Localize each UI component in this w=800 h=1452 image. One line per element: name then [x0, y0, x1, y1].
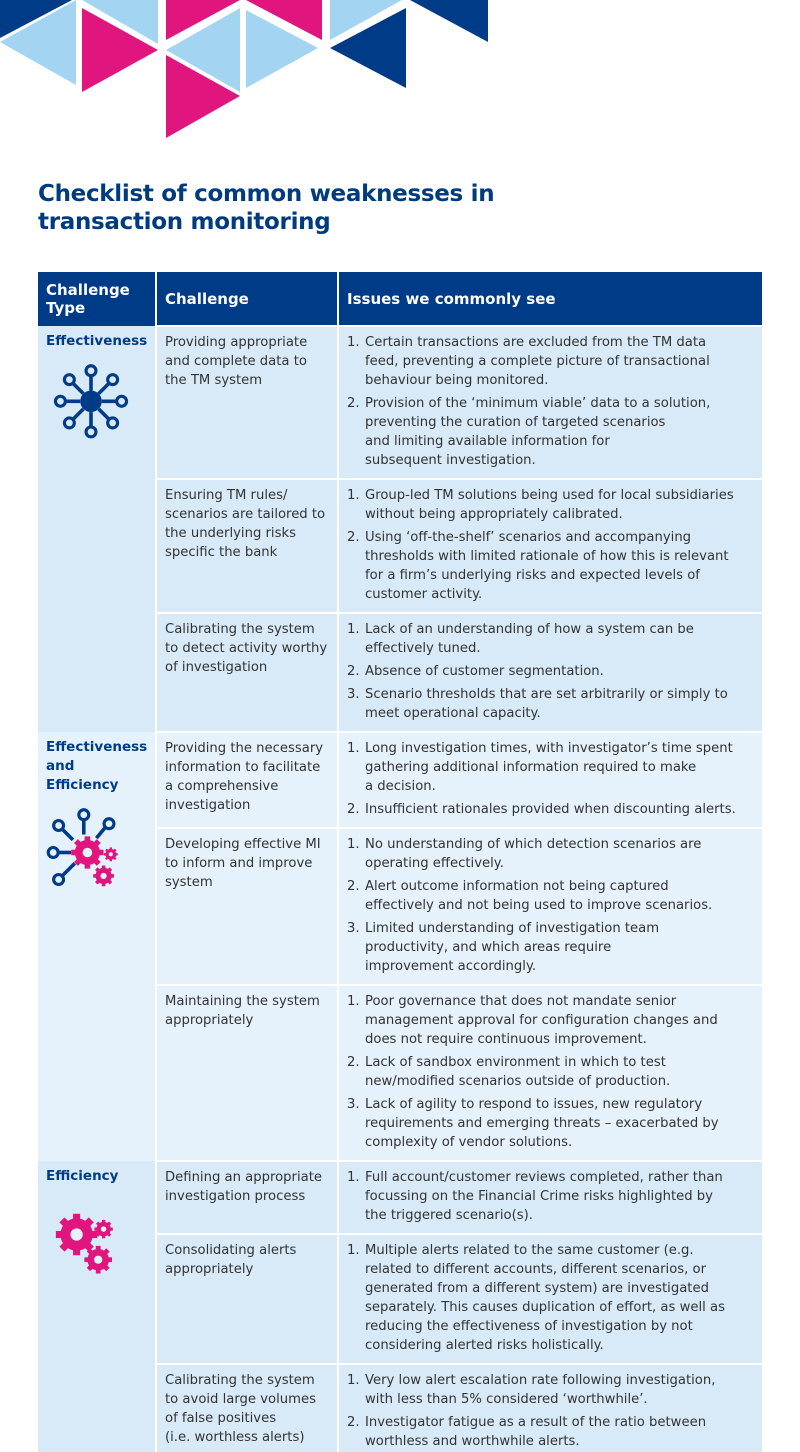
page-title: [38, 180, 518, 236]
challenge-line: investigation: [165, 798, 251, 813]
issue-text: [365, 1413, 754, 1451]
issue-line: Lack of sandbox environment in which to test: [365, 1055, 666, 1070]
issue-text: [365, 486, 754, 524]
issue-line: Poor governance that does not mandate senior: [365, 994, 677, 1009]
issue-line: improvement accordingly.: [365, 959, 537, 974]
challenge-type-cell: [38, 326, 156, 732]
issue-line: Multiple alerts related to the same customer (e.g.: [365, 1243, 694, 1258]
challenge-line: scenarios are tailored to: [165, 507, 326, 522]
list-item: [347, 662, 754, 681]
issue-line: behaviour being monitored.: [365, 373, 549, 388]
issue-line: Limited understanding of investigation team: [365, 921, 660, 936]
issues-list: [347, 620, 754, 723]
table-header-row: [38, 272, 762, 326]
issues-list: [347, 739, 754, 819]
challenge-line: of false positives: [165, 1411, 277, 1426]
issue-line: No understanding of which detection scenarios are: [365, 837, 702, 852]
challenge-line: system: [165, 875, 213, 890]
issue-number: 1.: [347, 622, 360, 637]
issue-text: [365, 877, 754, 915]
issues-list: [347, 1371, 754, 1451]
issue-text: [365, 1241, 754, 1355]
challenge-type-cell: [38, 1161, 156, 1452]
list-item: [347, 528, 754, 604]
issue-text: [365, 662, 754, 681]
challenge-line: and complete data to: [165, 354, 307, 369]
decorative-triangles: [0, 0, 800, 145]
issue-number: 1.: [347, 335, 360, 350]
challenge-line: appropriately: [165, 1013, 254, 1028]
issue-line: customer activity.: [365, 587, 483, 602]
challenge-line: to inform and improve: [165, 856, 313, 871]
challenge-line: (i.e. worthless alerts): [165, 1430, 305, 1445]
issues-list: [347, 992, 754, 1152]
issue-number: 1.: [347, 994, 360, 1009]
issue-line: separately. This causes duplication of effort, as well as: [365, 1300, 725, 1315]
issues-list: [347, 1168, 754, 1225]
issue-line: productivity, and which areas require: [365, 940, 612, 955]
issue-line: focussing on the Financial Crime risks highlighted by: [365, 1189, 713, 1204]
table-row: [38, 326, 762, 479]
challenge-line: Calibrating the system: [165, 1373, 315, 1388]
issue-text: [365, 685, 754, 723]
issue-number: 1.: [347, 1170, 360, 1185]
issue-number: 2.: [347, 879, 360, 894]
issue-line: preventing the curation of targeted scenarios: [365, 415, 666, 430]
challenge-line: Developing effective MI: [165, 837, 321, 852]
list-item: [347, 394, 754, 470]
issues-list: [347, 1241, 754, 1355]
type-line: Efficiency: [46, 1168, 119, 1184]
issue-text: [365, 919, 754, 976]
issue-line: related to different accounts, different scenarios, or: [365, 1262, 707, 1277]
list-item: [347, 835, 754, 873]
network-node-icon: [46, 359, 147, 455]
issue-number: 2.: [347, 664, 360, 679]
issues-cell: [338, 479, 762, 613]
challenge-type-cell: [38, 732, 156, 1161]
issues-list: [347, 333, 754, 470]
title-line: Checklist of common weaknesses in: [38, 181, 495, 207]
issue-number: 2.: [347, 1055, 360, 1070]
issues-list: [347, 486, 754, 604]
challenge-cell: [156, 1234, 338, 1364]
challenge-cell: [156, 613, 338, 732]
challenge-line: Consolidating alerts: [165, 1243, 297, 1258]
header-challenge: Challenge: [156, 272, 338, 326]
issue-line: generated from a different system) are investigated: [365, 1281, 709, 1296]
network-gears-icon: [46, 803, 147, 899]
issue-number: 2.: [347, 802, 360, 817]
gears-icon: [46, 1194, 147, 1290]
issue-line: Lack of an understanding of how a system can be: [365, 622, 694, 637]
issue-line: for a firm’s underlying risks and expected levels of: [365, 568, 700, 583]
issue-number: 1.: [347, 741, 360, 756]
issue-line: new/modified scenarios outside of production.: [365, 1074, 671, 1089]
issue-text: [365, 528, 754, 604]
issue-text: [365, 800, 754, 819]
issue-text: [365, 333, 754, 390]
list-item: [347, 877, 754, 915]
challenge-cell: [156, 732, 338, 828]
list-item: [347, 1413, 754, 1451]
list-item: [347, 685, 754, 723]
challenge-cell: [156, 1161, 338, 1234]
issue-text: [365, 394, 754, 470]
challenge-line: Calibrating the system: [165, 622, 315, 637]
issue-line: complexity of vendor solutions.: [365, 1135, 573, 1150]
list-item: [347, 800, 754, 819]
issues-cell: [338, 1161, 762, 1234]
challenge-type-label: [46, 332, 147, 351]
type-line: Effectiveness: [46, 333, 148, 349]
table-row: [38, 1161, 762, 1234]
type-line: and Efficiency: [46, 758, 119, 793]
issue-line: management approval for configuration changes and: [365, 1013, 718, 1028]
issue-line: the triggered scenario(s).: [365, 1208, 533, 1223]
challenge-type-label: [46, 738, 147, 795]
issues-cell: [338, 613, 762, 732]
issue-line: subsequent investigation.: [365, 453, 536, 468]
issue-number: 2.: [347, 1415, 360, 1430]
challenge-cell: [156, 326, 338, 479]
issue-line: Full account/customer reviews completed, rather than: [365, 1170, 723, 1185]
issue-number: 3.: [347, 921, 360, 936]
issue-text: [365, 1371, 754, 1409]
issue-line: and limiting available information for: [365, 434, 610, 449]
challenge-line: Defining an appropriate: [165, 1170, 322, 1185]
list-item: [347, 486, 754, 524]
issue-line: requirements and emerging threats – exacerbated by: [365, 1116, 719, 1131]
issue-line: effectively tuned.: [365, 641, 481, 656]
issue-line: thresholds with limited rationale of how this is relevant: [365, 549, 729, 564]
issue-line: worthless and worthwhile alerts.: [365, 1434, 580, 1449]
issue-line: Absence of customer segmentation.: [365, 664, 604, 679]
header-challenge-type: Challenge Type: [38, 272, 156, 326]
issue-line: Provision of the ‘minimum viable’ data to a solution,: [365, 396, 711, 411]
issue-line: does not require continuous improvement.: [365, 1032, 647, 1047]
issue-line: Certain transactions are excluded from the TM data: [365, 335, 707, 350]
issue-number: 1.: [347, 1243, 360, 1258]
issue-line: Long investigation times, with investigator’s time spent: [365, 741, 733, 756]
issues-cell: [338, 1234, 762, 1364]
issue-text: [365, 1168, 754, 1225]
challenge-cell: [156, 1364, 338, 1452]
issue-line: Insufficient rationales provided when discounting alerts.: [365, 802, 736, 817]
issues-cell: [338, 732, 762, 828]
issue-line: Lack of agility to respond to issues, new regulatory: [365, 1097, 703, 1112]
issue-number: 1.: [347, 488, 360, 503]
challenge-line: a comprehensive: [165, 779, 279, 794]
list-item: [347, 739, 754, 796]
challenge-line: of investigation: [165, 660, 268, 675]
issue-line: Group-led TM solutions being used for local subsidiaries: [365, 488, 734, 503]
issue-line: effectively and not being used to improve scenarios.: [365, 898, 713, 913]
issue-number: 1.: [347, 837, 360, 852]
list-item: [347, 1241, 754, 1355]
issues-cell: [338, 326, 762, 479]
issue-line: feed, preventing a complete picture of transactional: [365, 354, 710, 369]
issue-line: considering alerted risks holistically.: [365, 1338, 604, 1353]
issue-number: 2.: [347, 530, 360, 545]
issue-number: 1.: [347, 1373, 360, 1388]
list-item: [347, 1053, 754, 1091]
header-issues: Issues we commonly see: [338, 272, 762, 326]
issue-line: meet operational capacity.: [365, 706, 541, 721]
challenge-line: Providing the necessary: [165, 741, 324, 756]
list-item: [347, 1095, 754, 1152]
challenge-line: Maintaining the system: [165, 994, 320, 1009]
issue-line: operating effectively.: [365, 856, 504, 871]
challenge-line: appropriately: [165, 1262, 254, 1277]
challenge-cell: [156, 479, 338, 613]
challenge-line: specific the bank: [165, 545, 278, 560]
issue-text: [365, 620, 754, 658]
issue-text: [365, 1095, 754, 1152]
issue-line: Investigator fatigue as a result of the ratio between: [365, 1415, 707, 1430]
issue-line: Scenario thresholds that are set arbitrarily or simply to: [365, 687, 728, 702]
issue-line: Using ‘off-the-shelf’ scenarios and accompanying: [365, 530, 692, 545]
issue-line: reducing the effectiveness of investigation by not: [365, 1319, 693, 1334]
weaknesses-table: [38, 272, 762, 1452]
issues-cell: [338, 1364, 762, 1452]
list-item: [347, 992, 754, 1049]
issue-line: with less than 5% considered ‘worthwhile’.: [365, 1392, 648, 1407]
issue-line: a decision.: [365, 779, 436, 794]
list-item: [347, 919, 754, 976]
issue-line: gathering additional information required to make: [365, 760, 697, 775]
issue-text: [365, 1053, 754, 1091]
list-item: [347, 333, 754, 390]
challenge-line: Ensuring TM rules/: [165, 488, 288, 503]
challenge-line: the TM system: [165, 373, 263, 388]
challenge-cell: [156, 828, 338, 985]
challenge-line: Providing appropriate: [165, 335, 308, 350]
issues-list: [347, 835, 754, 976]
issue-line: without being appropriately calibrated.: [365, 507, 623, 522]
issue-number: 2.: [347, 396, 360, 411]
title-line: transaction monitoring: [38, 209, 331, 235]
challenge-line: to avoid large volumes: [165, 1392, 316, 1407]
issues-cell: [338, 985, 762, 1161]
issue-text: [365, 992, 754, 1049]
issue-number: 3.: [347, 687, 360, 702]
issue-text: [365, 835, 754, 873]
issue-line: Very low alert escalation rate following investigation,: [365, 1373, 716, 1388]
issues-cell: [338, 828, 762, 985]
challenge-cell: [156, 985, 338, 1161]
table-row: [38, 732, 762, 828]
list-item: [347, 620, 754, 658]
challenge-line: to detect activity worthy: [165, 641, 328, 656]
challenge-type-label: [46, 1167, 147, 1186]
issue-number: 3.: [347, 1097, 360, 1112]
issue-line: Alert outcome information not being captured: [365, 879, 669, 894]
issue-text: [365, 739, 754, 796]
list-item: [347, 1168, 754, 1225]
challenge-line: the underlying risks: [165, 526, 296, 541]
type-line: Effectiveness: [46, 739, 148, 755]
challenge-line: investigation process: [165, 1189, 306, 1204]
challenge-line: information to facilitate: [165, 760, 321, 775]
list-item: [347, 1371, 754, 1409]
